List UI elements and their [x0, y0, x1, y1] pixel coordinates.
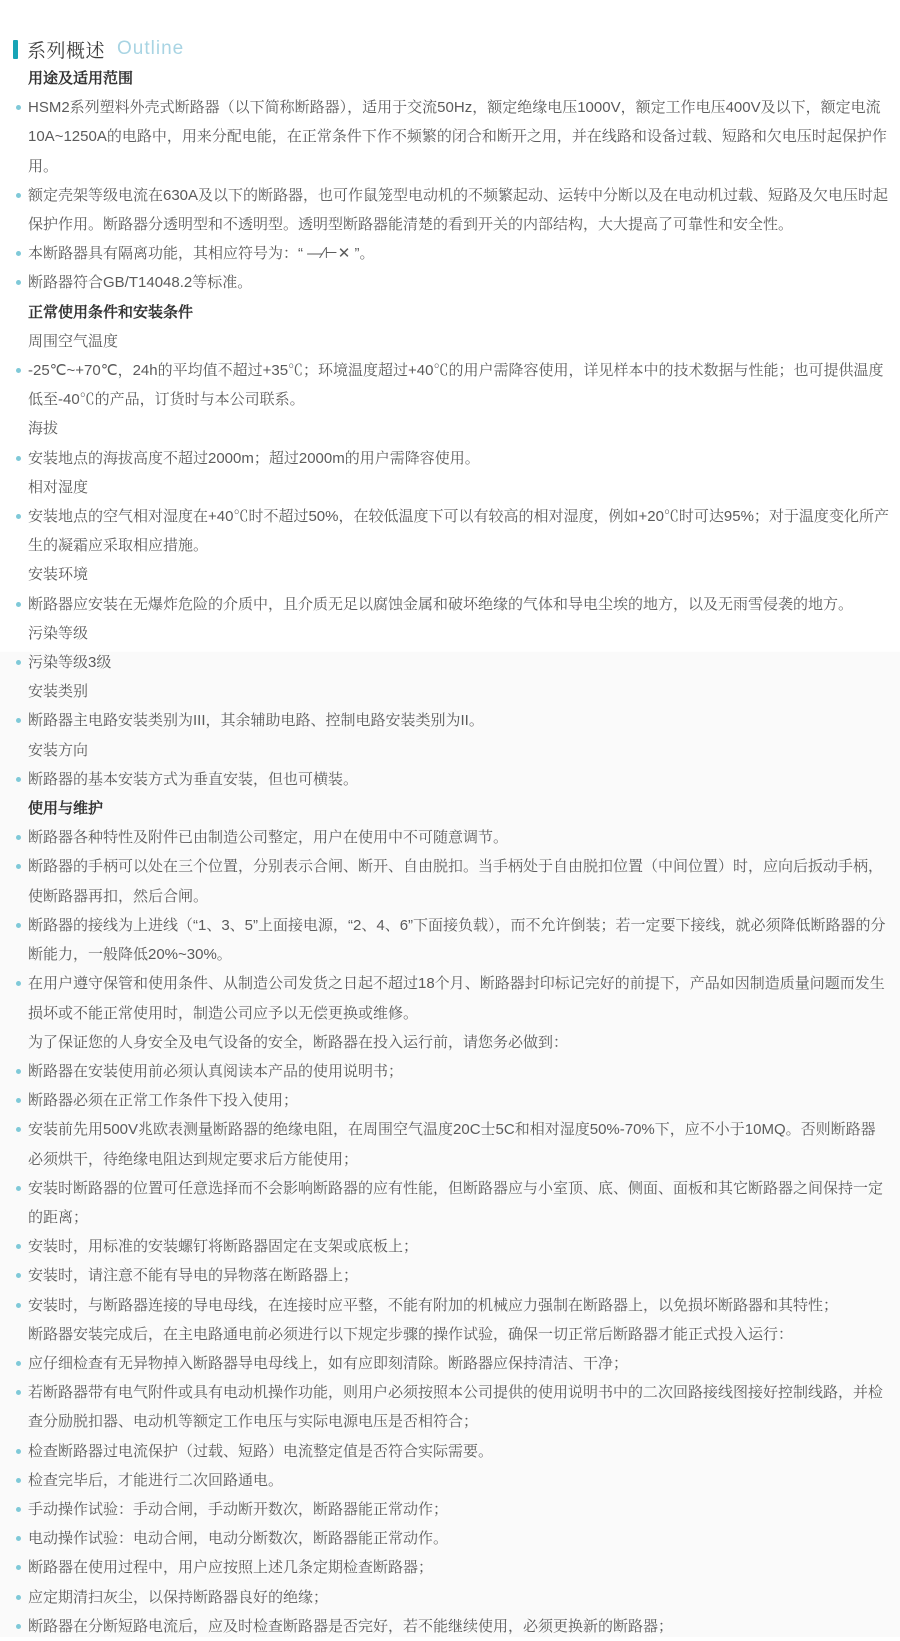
- bullet-text: 断路器在安装使用前必须认真阅读本产品的使用说明书；: [28, 1062, 404, 1080]
- page-title-en: Outline: [117, 38, 185, 59]
- bullet-text: 电动操作试验：电动合闸，电动分断数次，断路器能正常动作。: [28, 1530, 449, 1548]
- bullet-dot-icon: [16, 1244, 21, 1249]
- bullet-item: [0, 648, 890, 677]
- bullet-item: [0, 356, 890, 414]
- bullet-text: 安装地点的空气相对湿度在+40℃时不超过50%，在较低温度下可以有较高的相对湿度，例如+20℃时可达95%；对于温度变化所产生的凝霜应采取相应措施。: [28, 508, 889, 555]
- bullet-item: [0, 502, 890, 560]
- bullet-item: [0, 268, 890, 297]
- bullet-item: [0, 1495, 890, 1524]
- bullet-text: 安装地点的海拔高度不超过2000m；超过2000m的用户需降容使用。: [28, 449, 480, 467]
- bullet-item: [0, 706, 890, 735]
- bullet-text: 在用户遵守保管和使用条件、从制造公司发货之日起不超过18个月、断路器封印标记完好的前提下，产品如因制造质量问题而发生损坏或不能正常使用时，制造公司应予以无偿更换或维修。: [28, 975, 885, 1022]
- title-accent-bar-icon: [13, 40, 18, 59]
- sub-heading: 安装方向: [28, 741, 89, 759]
- bullet-dot-icon: [16, 1273, 21, 1278]
- bullet-dot-icon: [16, 1069, 21, 1074]
- bullet-text: 断路器必须在正常工作条件下投入使用；: [28, 1092, 299, 1110]
- bullet-text: 断路器主电路安装类别为III，其余辅助电路、控制电路安装类别为II。: [28, 712, 484, 730]
- bullet-dot-icon: [16, 1595, 21, 1600]
- bullet-item: [0, 1378, 890, 1436]
- bullet-item: [0, 1115, 890, 1173]
- bullet-item: [0, 852, 890, 910]
- bullet-dot-icon: [16, 718, 21, 723]
- bullet-dot-icon: [16, 1186, 21, 1191]
- bullet-item: [0, 823, 890, 852]
- bullet-text: 污染等级3级: [28, 654, 112, 672]
- sub-heading: 周围空气温度: [28, 332, 119, 350]
- bullet-item: [0, 1466, 890, 1495]
- bullet-item: [0, 1349, 890, 1378]
- sub-heading: 海拔: [28, 420, 59, 438]
- bullet-dot-icon: [16, 1536, 21, 1541]
- bullet-item: [0, 444, 890, 473]
- bullet-item: [0, 1232, 890, 1261]
- bullet-dot-icon: [16, 1361, 21, 1366]
- bullet-text: HSM2系列塑料外壳式断路器（以下简称断路器），适用于交流50Hz，额定绝缘电压1000V，额定工作电压400V及以下，额定电流10A~1250A的电路中，用来分配电能，在正常条件下作不频繁的闭合和断开之用，并在线路和设备过载、短路和欠电压时起保护作用。: [28, 99, 887, 175]
- bullet-dot-icon: [16, 660, 21, 665]
- bullet-item: [0, 1086, 890, 1115]
- bullet-item: [0, 1174, 890, 1232]
- bullet-dot-icon: [16, 105, 21, 110]
- bullet-text: 应定期清扫灰尘，以保持断路器良好的绝缘；: [28, 1588, 329, 1606]
- bullet-text: 断路器在使用过程中，用户应按照上述几条定期检查断路器；: [28, 1559, 434, 1577]
- bullet-dot-icon: [16, 280, 21, 285]
- bullet-dot-icon: [16, 864, 21, 869]
- sub-heading: 污染等级: [28, 624, 89, 642]
- bullet-text: 安装前先用500V兆欧表测量断路器的绝缘电阻，在周围空气温度20C士5C和相对湿度50%-70%下，应不小于10MQ。否则断路器必须烘干，待绝缘电阻达到规定要求后方能使用；: [28, 1121, 876, 1168]
- bullet-dot-icon: [16, 514, 21, 519]
- bullet-dot-icon: [16, 368, 21, 373]
- bullet-dot-icon: [16, 251, 21, 256]
- bullet-text: 若断路器带有电气附件或具有电动机操作功能，则用户必须按照本公司提供的使用说明书中的二次回路接线图接好控制线路，并检查分励脱扣器、电动机等额定工作电压与实际电源电压是否相符合；: [28, 1384, 884, 1431]
- sub-heading: 断路器安装完成后，在主电路通电前必须进行以下规定步骤的操作试验，确保一切正常后断路器才能正式投入运行：: [28, 1325, 794, 1343]
- section-heading: 正常使用条件和安装条件: [28, 303, 194, 321]
- section-heading: 用途及适用范围: [28, 70, 134, 87]
- bullet-item: [0, 1261, 890, 1290]
- bullet-item: [0, 969, 890, 1027]
- bullet-dot-icon: [16, 456, 21, 461]
- bullet-text: 断路器的基本安装方式为垂直安装，但也可横装。: [28, 770, 359, 788]
- bullet-item: [0, 1524, 890, 1553]
- bullet-item: [0, 590, 890, 619]
- sub-heading: 为了保证您的人身安全及电气设备的安全，断路器在投入运行前，请您务必做到：: [28, 1033, 569, 1051]
- sub-heading: 相对湿度: [28, 478, 89, 496]
- bullet-dot-icon: [16, 193, 21, 198]
- bullet-item: [0, 1583, 890, 1612]
- bullet-item: [0, 93, 890, 181]
- bullet-dot-icon: [16, 1390, 21, 1395]
- bullet-dot-icon: [16, 1449, 21, 1454]
- bullet-text: 断路器的手柄可以处在三个位置，分别表示合闸、断开、自由脱扣。当手柄处于自由脱扣位置（中间位置）时，应向后扳动手柄，使断路器再扣，然后合闸。: [28, 858, 884, 905]
- bullet-item: [0, 911, 890, 969]
- bullet-text: 应仔细检查有无异物掉入断路器导电母线上，如有应即刻清除。断路器应保持清洁、干净；: [28, 1354, 629, 1372]
- sub-heading: 安装类别: [28, 683, 89, 701]
- bullet-item: [0, 1057, 890, 1086]
- bullet-dot-icon: [16, 923, 21, 928]
- bullet-dot-icon: [16, 1098, 21, 1103]
- bullet-text: 额定壳架等级电流在630A及以下的断路器，也可作鼠笼型电动机的不频繁起动、运转中分断以及在电动机过载、短路及欠电压时起保护作用。断路器分透明型和不透明型。透明型断路器能清楚的看到开关的内部结构，大大提高了可靠性和安全性。: [28, 186, 889, 234]
- bullet-dot-icon: [16, 981, 21, 986]
- bullet-text: 断路器各种特性及附件已由制造公司整定，用户在使用中不可随意调节。: [28, 829, 509, 847]
- bullet-item: [0, 181, 890, 239]
- bullet-dot-icon: [16, 835, 21, 840]
- bullet-text: 检查完毕后，才能进行二次回路通电。: [28, 1471, 284, 1489]
- bullet-text: 断路器应安装在无爆炸危险的介质中，且介质无足以腐蚀金属和破坏绝缘的气体和导电尘埃的地方，以及无雨雪侵袭的地方。: [28, 595, 854, 613]
- bullet-item: [0, 1553, 890, 1582]
- bullet-item: [0, 1437, 890, 1466]
- bullet-item: [0, 765, 890, 794]
- section-heading: 使用与维护: [28, 800, 104, 818]
- bullet-dot-icon: [16, 1478, 21, 1483]
- content-list: [0, 64, 900, 1641]
- bullet-text: 安装时，用标准的安装螺钉将断路器固定在支架或底板上；: [28, 1238, 419, 1256]
- bullet-text: 检查断路器过电流保护（过载、短路）电流整定值是否符合实际需要。: [28, 1442, 494, 1460]
- page-title: 系列概述: [27, 40, 106, 62]
- bullet-text: 手动操作试验：手动合闸，手动断开数次，断路器能正常动作；: [28, 1500, 449, 1518]
- bullet-text: 断路器符合GB/T14048.2等标准。: [28, 274, 253, 292]
- bullet-item: [0, 1291, 890, 1320]
- bullet-dot-icon: [16, 1565, 21, 1570]
- bullet-dot-icon: [16, 1127, 21, 1132]
- bullet-dot-icon: [16, 602, 21, 607]
- bullet-dot-icon: [16, 1624, 21, 1629]
- sub-heading: 安装环境: [28, 566, 89, 584]
- page-header: [0, 0, 900, 60]
- bullet-dot-icon: [16, 1507, 21, 1512]
- bullet-dot-icon: [16, 777, 21, 782]
- bullet-text: 断路器的接线为上进线（“1、3、5”上面接电源，“2、4、6”下面接负载），而不允许倒装；若一定要下接线，就必须降低断路器的分断能力，一般降低20%~30%。: [28, 916, 886, 964]
- bullet-text: 安装时，与断路器连接的导电母线，在连接时应平整，不能有附加的机械应力强制在断路器上，以免损坏断路器和其特性；: [28, 1296, 839, 1314]
- bullet-text: 安装时断路器的位置可任意选择而不会影响断路器的应有性能，但断路器应与小室顶、底、侧面、面板和其它断路器之间保持一定的距离；: [28, 1179, 884, 1226]
- bullet-text: -25℃~+70℃，24h的平均值不超过+35℃；环境温度超过+40℃的用户需降容使用，详见样本中的技术数据与性能；也可提供温度低至-40℃的产品，订货时与本公司联系。: [28, 362, 884, 409]
- bullet-text: 断路器在分断短路电流后，应及时检查断路器是否完好，若不能继续使用，必须更换新的断路器；: [28, 1617, 674, 1635]
- bullet-dot-icon: [16, 1303, 21, 1308]
- bullet-text: 本断路器具有隔离功能，其相应符号为：“ —∕⊢✕ ”。: [28, 245, 375, 263]
- bullet-text: 安装时，请注意不能有导电的异物落在断路器上；: [28, 1267, 359, 1285]
- bullet-item: [0, 239, 890, 268]
